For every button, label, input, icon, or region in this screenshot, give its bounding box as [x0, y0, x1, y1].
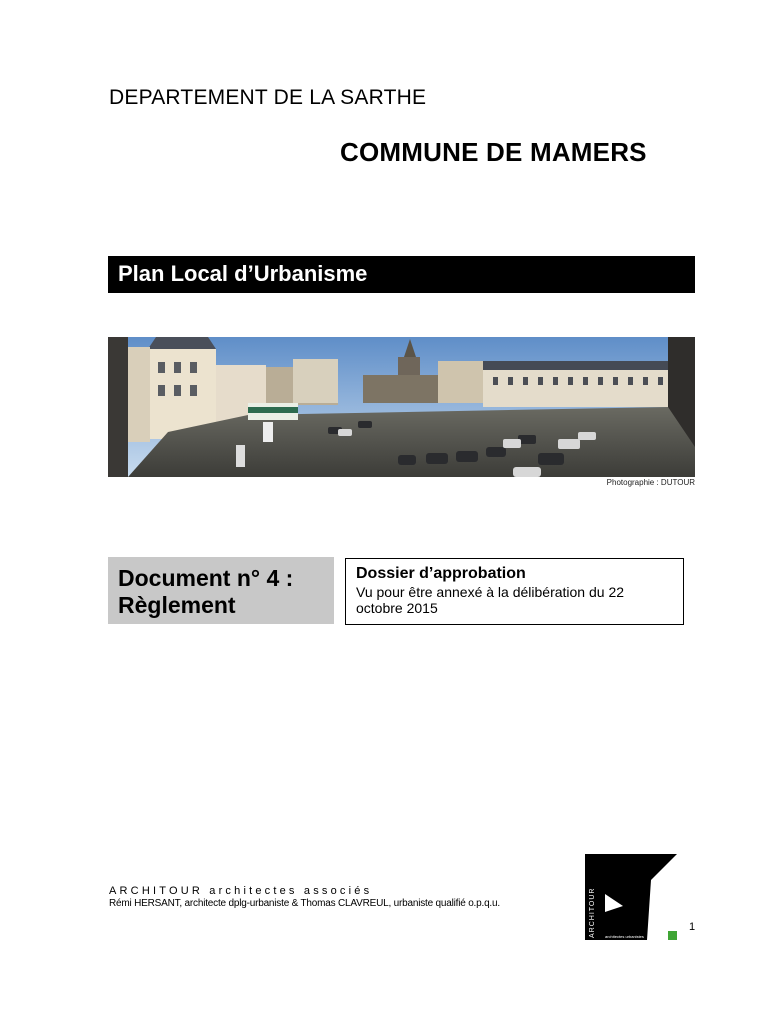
logo-text: ARCHITOUR	[589, 887, 596, 938]
firm-name: ARCHITOUR architectes associés	[109, 885, 373, 897]
architour-logo	[585, 854, 677, 940]
photo-credit: Photographie : DUTOUR	[606, 478, 695, 487]
page-number: 1	[689, 921, 696, 933]
town-square-photo	[108, 337, 695, 477]
logo-subtext: architectes urbanistes	[605, 934, 644, 939]
commune-title: COMMUNE DE MAMERS	[340, 137, 647, 167]
accent-square	[668, 931, 677, 940]
document-number-box	[108, 557, 334, 624]
firm-people: Rémi HERSANT, architecte dplg-urbaniste & Thomas CLAVREUL, urbaniste qualifié o.p.q.u.	[109, 898, 500, 909]
plu-title: Plan Local d’Urbanisme	[118, 261, 368, 286]
document-type: Règlement	[118, 592, 236, 618]
approval-title: Dossier d’approbation	[356, 565, 526, 582]
document-number: Document n° 4 :	[118, 565, 294, 591]
plu-banner	[108, 256, 695, 293]
approval-text: Vu pour être annexé à la délibération du 22 octobre 2015	[356, 584, 625, 616]
department-title: DEPARTEMENT DE LA SARTHE	[109, 86, 427, 109]
approval-box	[345, 558, 684, 625]
